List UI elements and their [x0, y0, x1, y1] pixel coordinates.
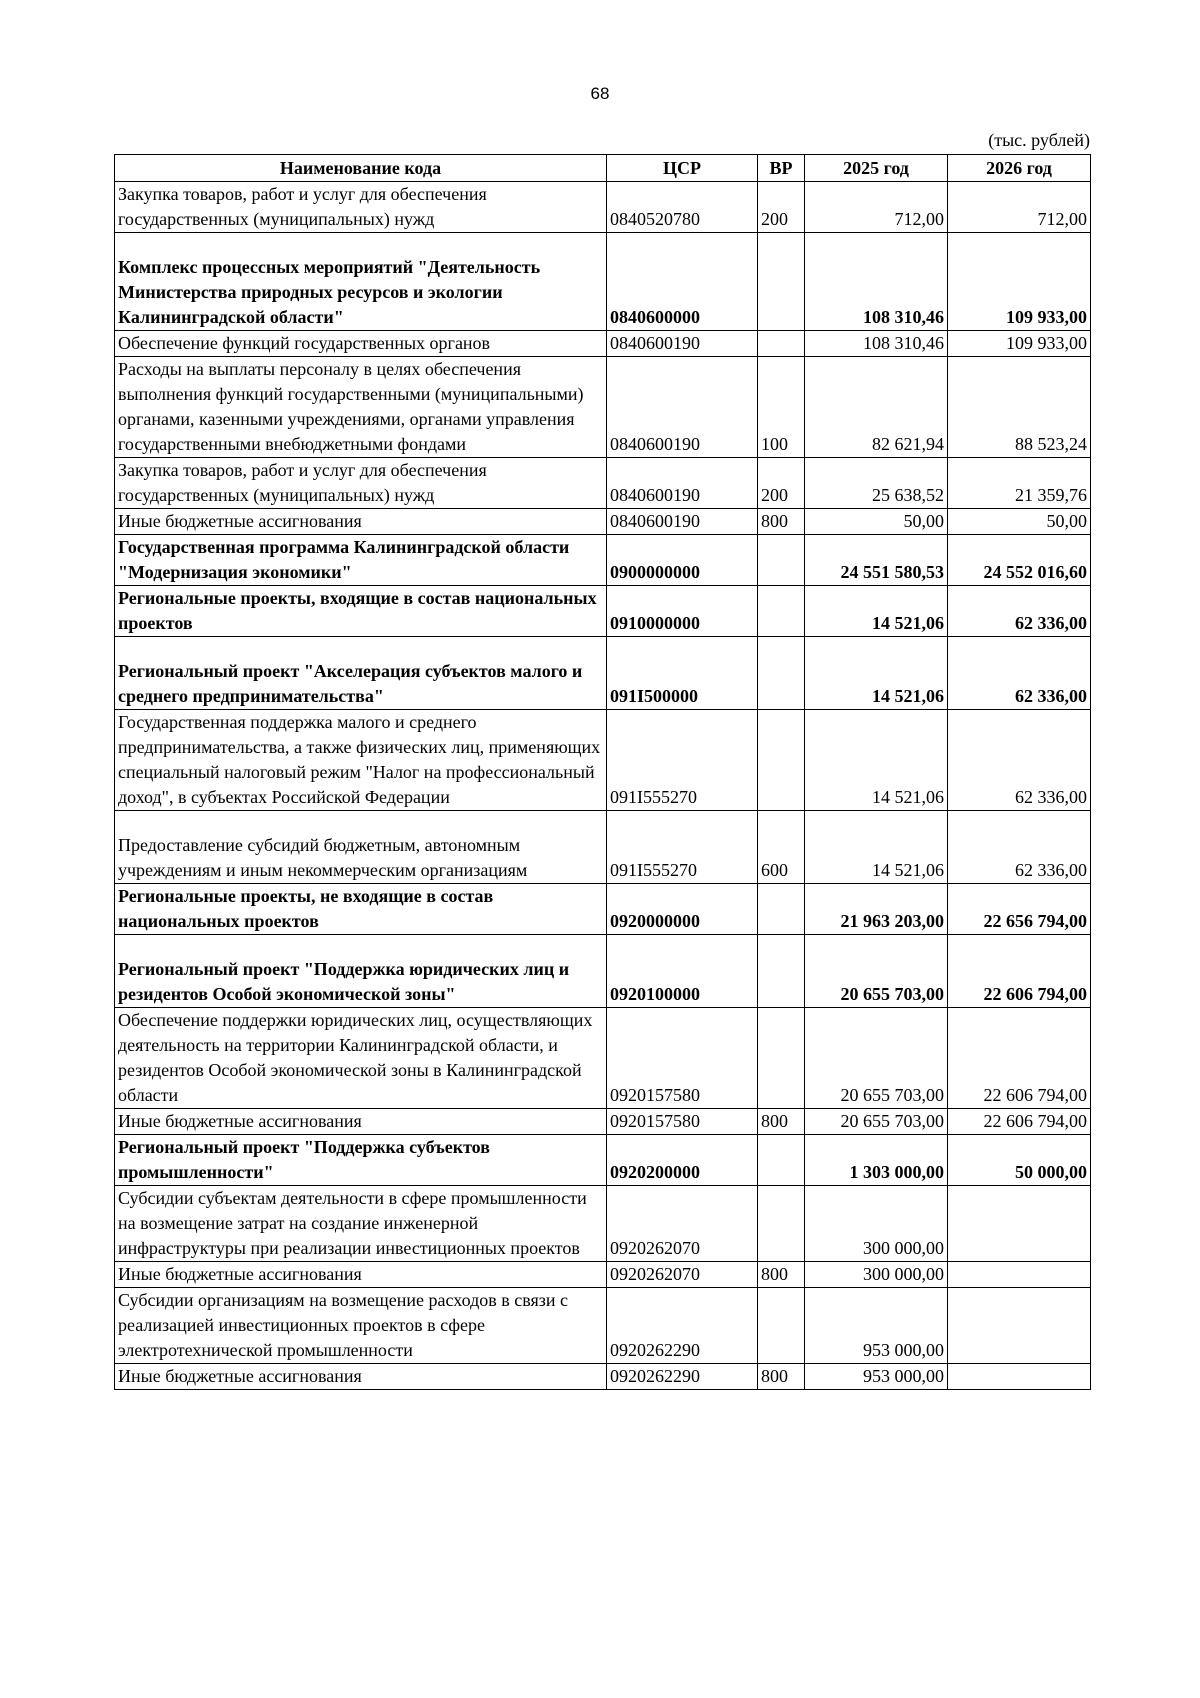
- table-row: [115, 884, 1091, 935]
- row-csr: 0920100000: [607, 935, 758, 1008]
- row-name: Расходы на выплаты персоналу в целях обеспечения выполнения функций государственными (муниципальными) органами, казенными учреждениями, органами управления государственными внебюджетными фондами: [115, 357, 607, 458]
- row-csr: 0920262070: [607, 1186, 758, 1262]
- table-row: [115, 1186, 1091, 1262]
- row-2026: 22 606 794,00: [948, 1008, 1091, 1109]
- row-vr: 600: [758, 811, 805, 884]
- row-vr: [758, 233, 805, 331]
- row-2025: 24 551 580,53: [805, 535, 948, 586]
- table-body: [115, 182, 1091, 1390]
- header-row: [115, 155, 1091, 182]
- units-label: (тыс. рублей): [988, 130, 1090, 150]
- row-name: Закупка товаров, работ и услуг для обеспечения государственных (муниципальных) нужд: [115, 458, 607, 509]
- row-2025: 50,00: [805, 509, 948, 535]
- row-vr: 200: [758, 182, 805, 233]
- table-row: [115, 710, 1091, 811]
- row-vr: [758, 535, 805, 586]
- row-csr: 091I555270: [607, 811, 758, 884]
- table-row: [115, 1262, 1091, 1288]
- table-row: [115, 233, 1091, 331]
- row-2026: 62 336,00: [948, 710, 1091, 811]
- row-2026: 109 933,00: [948, 233, 1091, 331]
- table-row: [115, 509, 1091, 535]
- row-name: Обеспечение функций государственных органов: [115, 331, 607, 357]
- row-csr: 0840600190: [607, 357, 758, 458]
- row-2026: [948, 1364, 1091, 1390]
- row-csr: 0840520780: [607, 182, 758, 233]
- row-name: Государственная программа Калининградской области "Модернизация экономики": [115, 535, 607, 586]
- row-2025: 14 521,06: [805, 637, 948, 710]
- table-row: [115, 935, 1091, 1008]
- row-csr: 0910000000: [607, 586, 758, 637]
- row-csr: 0920262070: [607, 1262, 758, 1288]
- row-vr: 800: [758, 1364, 805, 1390]
- row-csr: 0920262290: [607, 1364, 758, 1390]
- row-csr: 091I500000: [607, 637, 758, 710]
- row-2026: 21 359,76: [948, 458, 1091, 509]
- row-vr: 800: [758, 1109, 805, 1135]
- row-2025: 20 655 703,00: [805, 1008, 948, 1109]
- table-row: [115, 811, 1091, 884]
- row-2025: 712,00: [805, 182, 948, 233]
- row-vr: [758, 1288, 805, 1364]
- table-row: [115, 331, 1091, 357]
- row-name: Субсидии организациям на возмещение расходов в связи с реализацией инвестиционных проектов в сфере электротехнической промышленности: [115, 1288, 607, 1364]
- row-vr: [758, 935, 805, 1008]
- row-vr: [758, 884, 805, 935]
- row-csr: 0920200000: [607, 1135, 758, 1186]
- row-2026: 62 336,00: [948, 637, 1091, 710]
- row-vr: 800: [758, 1262, 805, 1288]
- row-csr: 0840600190: [607, 331, 758, 357]
- row-2026: [948, 1262, 1091, 1288]
- row-vr: [758, 331, 805, 357]
- row-2026: 50 000,00: [948, 1135, 1091, 1186]
- row-2026: 22 606 794,00: [948, 1109, 1091, 1135]
- row-name: Закупка товаров, работ и услуг для обеспечения государственных (муниципальных) нужд: [115, 182, 607, 233]
- row-vr: [758, 1135, 805, 1186]
- row-vr: [758, 1008, 805, 1109]
- row-name: Региональные проекты, не входящие в состав национальных проектов: [115, 884, 607, 935]
- row-name: Иные бюджетные ассигнования: [115, 509, 607, 535]
- table-row: [115, 182, 1091, 233]
- row-csr: 091I555270: [607, 710, 758, 811]
- row-csr: 0840600190: [607, 458, 758, 509]
- row-name: Региональные проекты, входящие в состав национальных проектов: [115, 586, 607, 637]
- row-csr: 0920157580: [607, 1109, 758, 1135]
- table-row: [115, 586, 1091, 637]
- row-vr: 200: [758, 458, 805, 509]
- row-2026: 50,00: [948, 509, 1091, 535]
- row-csr: 0840600000: [607, 233, 758, 331]
- row-2025: 14 521,06: [805, 710, 948, 811]
- row-2026: 109 933,00: [948, 331, 1091, 357]
- row-vr: [758, 1186, 805, 1262]
- row-csr: 0840600190: [607, 509, 758, 535]
- table-row: [115, 1109, 1091, 1135]
- row-2025: 300 000,00: [805, 1186, 948, 1262]
- row-name: Иные бюджетные ассигнования: [115, 1109, 607, 1135]
- row-vr: 100: [758, 357, 805, 458]
- row-name: Иные бюджетные ассигнования: [115, 1262, 607, 1288]
- row-vr: [758, 710, 805, 811]
- header-2026: 2026 год: [948, 155, 1091, 182]
- row-2025: 108 310,46: [805, 331, 948, 357]
- row-name: Региональный проект "Акселерация субъектов малого и среднего предпринимательства": [115, 637, 607, 710]
- row-2025: 14 521,06: [805, 586, 948, 637]
- row-name: Субсидии субъектам деятельности в сфере промышленности на возмещение затрат на создание инженерной инфраструктуры при реализации инвестиционных проектов: [115, 1186, 607, 1262]
- table-row: [115, 1008, 1091, 1109]
- table-row: [115, 1364, 1091, 1390]
- row-name: Обеспечение поддержки юридических лиц, осуществляющих деятельность на территории Калининградской области, и резидентов Особой экономической зоны в Калининградской области: [115, 1008, 607, 1109]
- page-number: 68: [590, 84, 610, 103]
- row-csr: 0920157580: [607, 1008, 758, 1109]
- row-2025: 82 621,94: [805, 357, 948, 458]
- row-2026: [948, 1186, 1091, 1262]
- header-csr: ЦСР: [607, 155, 758, 182]
- budget-table: [114, 154, 1091, 1390]
- header-name: Наименование кода: [115, 155, 607, 182]
- row-name: Предоставление субсидий бюджетным, автономным учреждениям и иным некоммерческим организациям: [115, 811, 607, 884]
- row-2025: 953 000,00: [805, 1288, 948, 1364]
- row-2026: 22 656 794,00: [948, 884, 1091, 935]
- table-row: [115, 458, 1091, 509]
- row-2025: 1 303 000,00: [805, 1135, 948, 1186]
- row-csr: 0920262290: [607, 1288, 758, 1364]
- row-2026: 712,00: [948, 182, 1091, 233]
- row-2025: 300 000,00: [805, 1262, 948, 1288]
- row-name: Иные бюджетные ассигнования: [115, 1364, 607, 1390]
- row-2025: 21 963 203,00: [805, 884, 948, 935]
- table-row: [115, 1288, 1091, 1364]
- table-row: [115, 357, 1091, 458]
- row-2026: 62 336,00: [948, 586, 1091, 637]
- row-2025: 25 638,52: [805, 458, 948, 509]
- row-2026: 22 606 794,00: [948, 935, 1091, 1008]
- row-2026: 62 336,00: [948, 811, 1091, 884]
- row-2026: 88 523,24: [948, 357, 1091, 458]
- row-vr: [758, 586, 805, 637]
- header-vr: ВР: [758, 155, 805, 182]
- row-csr: 0900000000: [607, 535, 758, 586]
- row-vr: 800: [758, 509, 805, 535]
- row-2025: 20 655 703,00: [805, 1109, 948, 1135]
- table-row: [115, 637, 1091, 710]
- row-name: Региональный проект "Поддержка субъектов промышленности": [115, 1135, 607, 1186]
- header-2025: 2025 год: [805, 155, 948, 182]
- row-2025: 953 000,00: [805, 1364, 948, 1390]
- row-name: Комплекс процессных мероприятий "Деятельность Министерства природных ресурсов и экологии Калининградской области": [115, 233, 607, 331]
- row-vr: [758, 637, 805, 710]
- row-2025: 14 521,06: [805, 811, 948, 884]
- row-2025: 20 655 703,00: [805, 935, 948, 1008]
- row-2026: 24 552 016,60: [948, 535, 1091, 586]
- row-2025: 108 310,46: [805, 233, 948, 331]
- table-row: [115, 1135, 1091, 1186]
- row-csr: 0920000000: [607, 884, 758, 935]
- table-row: [115, 535, 1091, 586]
- row-name: Государственная поддержка малого и среднего предпринимательства, а также физических лиц, применяющих специальный налоговый режим "Налог на профессиональный доход", в субъектах Российской Федерации: [115, 710, 607, 811]
- row-name: Региональный проект "Поддержка юридических лиц и резидентов Особой экономической зоны": [115, 935, 607, 1008]
- row-2026: [948, 1288, 1091, 1364]
